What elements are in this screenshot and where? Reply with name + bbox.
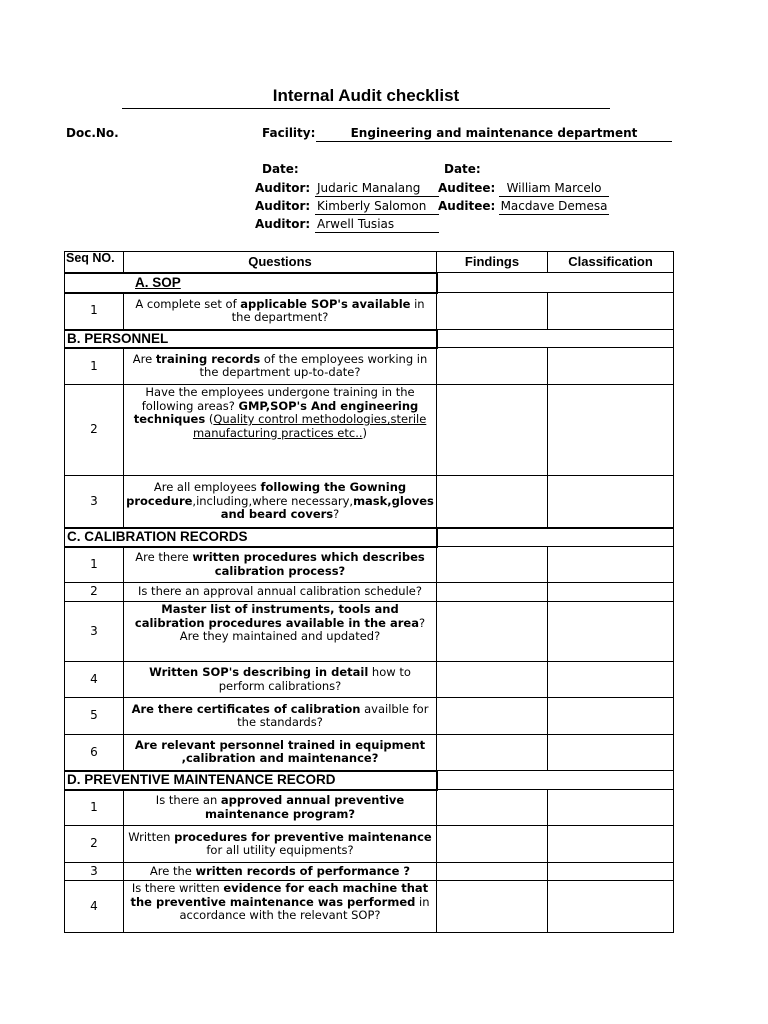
auditor-name-1: Judaric Manalang	[315, 180, 439, 197]
question-text-run: for all utility equipments?	[206, 843, 354, 857]
auditor-label-2: Auditor:	[255, 199, 311, 213]
question-text-run: A complete set of	[135, 296, 241, 311]
auditee-name-2: Macdave Demesa	[500, 199, 608, 213]
document-title: Internal Audit checklist	[122, 84, 610, 109]
question-text-run: evidence for each machine that the preventive maintenance was performed	[130, 881, 429, 909]
question-text-run: in the department?	[231, 296, 425, 324]
question-text-run: Are the	[149, 863, 196, 878]
facility-value: Engineering and maintenance department	[316, 125, 672, 142]
question-text-run: Is there written	[131, 881, 224, 895]
question-text-run: following the Gowning procedure	[126, 480, 407, 508]
findings-cell[interactable]	[437, 602, 548, 662]
question-text-run: Are	[132, 351, 156, 366]
question-cell	[124, 790, 437, 826]
section-title: D. PREVENTIVE MAINTENANCE RECORD	[65, 771, 437, 790]
question-text-run: Are all employees	[153, 480, 261, 494]
seq-cell: 4	[65, 662, 124, 698]
question-text-run: Written	[128, 829, 175, 844]
section-title: B. PERSONNEL	[65, 330, 437, 348]
auditor-name-2: Kimberly Salomon	[315, 198, 439, 215]
question-text-run: in accordance with the relevant SOP?	[179, 894, 430, 922]
classification-cell[interactable]	[548, 698, 674, 735]
question-text-run: )	[362, 425, 368, 440]
table-row	[65, 293, 674, 330]
col-findings: Findings	[437, 252, 548, 273]
findings-cell[interactable]	[437, 698, 548, 735]
question-text-run: written procedures which describes calibration process?	[192, 550, 425, 578]
auditor-label-1: Auditor:	[255, 181, 311, 195]
seq-cell: 3	[65, 863, 124, 881]
section-empty-cell	[437, 273, 674, 293]
seq-cell: 2	[65, 583, 124, 602]
question-cell	[124, 735, 437, 771]
findings-cell[interactable]	[437, 476, 548, 528]
section-empty-cell	[437, 771, 674, 790]
question-cell	[124, 348, 437, 385]
question-text-run: approved annual preventive maintenance program?	[204, 793, 405, 821]
classification-cell[interactable]	[548, 662, 674, 698]
seq-cell: 3	[65, 602, 124, 662]
question-cell	[124, 547, 437, 583]
findings-cell[interactable]	[437, 863, 548, 881]
classification-cell[interactable]	[548, 583, 674, 602]
section-row-sop	[65, 273, 674, 293]
col-classification: Classification	[548, 252, 674, 273]
auditor-label-3: Auditor:	[255, 217, 311, 231]
seq-cell: 1	[65, 547, 124, 583]
auditor-date-label: Date:	[262, 162, 299, 176]
section-row-calibration	[65, 528, 674, 547]
classification-cell[interactable]	[548, 602, 674, 662]
question-text-run: Are there certificates of calibration	[131, 701, 361, 716]
findings-cell[interactable]	[437, 826, 548, 863]
section-empty-cell	[437, 528, 674, 547]
question-cell	[124, 583, 437, 602]
question-cell	[124, 293, 437, 330]
findings-cell[interactable]	[437, 735, 548, 771]
findings-cell[interactable]	[437, 790, 548, 826]
auditee-name-1: William Marcelo	[499, 180, 609, 197]
table-row	[65, 790, 674, 826]
seq-cell: 6	[65, 735, 124, 771]
seq-cell: 3	[65, 476, 124, 528]
seq-cell: 4	[65, 881, 124, 933]
table-row	[65, 863, 674, 881]
question-text-run: GMP,SOP's And engineering techniques	[133, 398, 419, 426]
question-text-run: procedures for preventive maintenance	[174, 829, 432, 844]
question-cell	[124, 476, 437, 528]
table-row	[65, 602, 674, 662]
classification-cell[interactable]	[548, 863, 674, 881]
table-row	[65, 348, 674, 385]
col-questions: Questions	[124, 252, 437, 273]
col-seq-no: Seq NO.	[65, 252, 124, 273]
question-cell	[124, 881, 437, 933]
table-row	[65, 583, 674, 602]
question-text-run: ,including,where necessary,	[192, 493, 354, 508]
question-text-run: written records of performance ?	[195, 863, 411, 878]
table-row	[65, 735, 674, 771]
findings-cell[interactable]	[437, 348, 548, 385]
findings-cell[interactable]	[437, 385, 548, 476]
question-text-run: Are relevant personnel trained in equipment ,calibration and maintenance?	[134, 737, 426, 766]
question-cell	[124, 698, 437, 735]
question-text-run: Are there	[135, 550, 193, 565]
findings-cell[interactable]	[437, 293, 548, 330]
facility-label: Facility:	[262, 126, 316, 140]
section-title: A. SOP	[65, 273, 437, 293]
question-text-run: mask,gloves and beard covers	[220, 493, 434, 521]
seq-cell: 1	[65, 348, 124, 385]
question-cell	[124, 602, 437, 662]
classification-cell[interactable]	[548, 385, 674, 476]
auditor-name-3: Arwell Tusias	[315, 216, 439, 233]
seq-cell: 1	[65, 790, 124, 826]
section-title: C. CALIBRATION RECORDS	[65, 528, 437, 547]
findings-cell[interactable]	[437, 881, 548, 933]
auditee-date-label: Date:	[444, 162, 481, 176]
table-row	[65, 698, 674, 735]
doc-no-label: Doc.No.	[66, 126, 119, 140]
question-text-run: availble for the standards?	[237, 701, 429, 729]
classification-cell[interactable]	[548, 293, 674, 330]
findings-cell[interactable]	[437, 583, 548, 602]
question-text-run: of the employees working in the department up-to-date?	[199, 351, 428, 380]
classification-cell[interactable]	[548, 826, 674, 863]
seq-cell: 1	[65, 293, 124, 330]
question-text-run: (	[205, 412, 214, 426]
section-row-preventive-maintenance	[65, 771, 674, 790]
auditee-label-2: Auditee:	[438, 199, 496, 213]
classification-cell[interactable]	[548, 348, 674, 385]
seq-cell: 2	[65, 385, 124, 476]
auditee-label-1: Auditee:	[438, 181, 496, 195]
table-row	[65, 662, 674, 698]
table-row	[65, 476, 674, 528]
table-row	[65, 826, 674, 863]
table-header-row	[65, 252, 674, 273]
findings-cell[interactable]	[437, 662, 548, 698]
question-text-run: ? Are they maintained and updated?	[179, 615, 426, 643]
question-text-run: Quality control methodologies,sterile manufacturing practices etc..	[192, 412, 427, 440]
question-text-run: ?	[333, 507, 340, 521]
question-text-run: Is there an approval annual calibration schedule?	[138, 584, 422, 599]
question-text-run: how to perform calibrations?	[218, 665, 411, 693]
section-empty-cell	[437, 330, 674, 348]
table-row	[65, 881, 674, 933]
question-cell	[124, 662, 437, 698]
question-text-run: Written SOP's describing in detail	[149, 665, 369, 679]
question-text-run: Master list of instruments, tools and calibration procedures available in the area	[134, 602, 419, 630]
classification-cell[interactable]	[548, 476, 674, 528]
classification-cell[interactable]	[548, 547, 674, 583]
question-cell	[124, 385, 437, 476]
question-cell	[124, 826, 437, 863]
audit-checklist-table	[64, 251, 674, 933]
question-text-run: applicable SOP's available	[240, 296, 411, 311]
table-row	[65, 385, 674, 476]
findings-cell[interactable]	[437, 547, 548, 583]
question-text-run: training records	[155, 351, 261, 366]
section-row-personnel	[65, 330, 674, 348]
seq-cell: 2	[65, 826, 124, 863]
classification-cell[interactable]	[548, 790, 674, 826]
question-cell	[124, 863, 437, 881]
seq-cell: 5	[65, 698, 124, 735]
question-text-run: Is there an	[155, 793, 221, 808]
classification-cell[interactable]	[548, 881, 674, 933]
classification-cell[interactable]	[548, 735, 674, 771]
table-row	[65, 547, 674, 583]
question-text-run: Have the employees undergone training in the following areas?	[141, 385, 415, 413]
